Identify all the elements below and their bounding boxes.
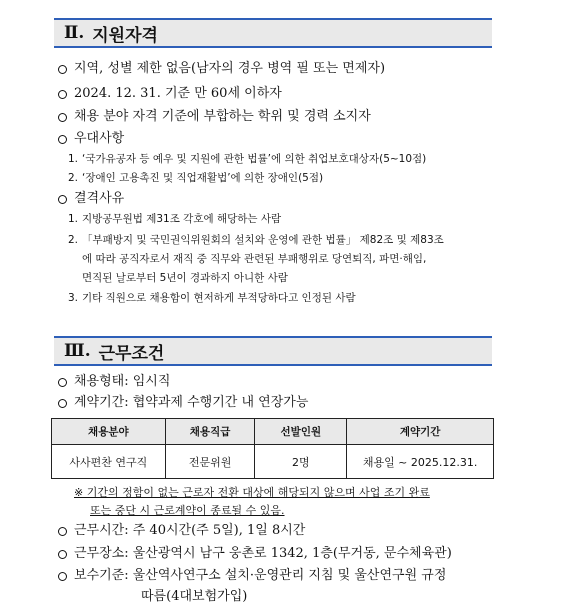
list-item-preferences: 우대사항 — [58, 130, 124, 148]
disqualification-item-cont: 면직된 날로부터 5년이 경과하지 아니한 사람 — [82, 272, 288, 284]
list-item-pay: 보수기준: 울산역사연구소 설치·운영관리 지침 및 울산연구원 규정 — [58, 567, 446, 585]
table-header: 채용분야 — [52, 419, 166, 445]
list-item-disqualifications: 결격사유 — [58, 190, 124, 208]
circle-bullet-icon — [58, 527, 67, 536]
section-header-work-conditions — [54, 336, 492, 366]
circle-bullet-icon — [58, 195, 67, 204]
table-header: 선발인원 — [255, 419, 347, 445]
list-item: 채용 분야 자격 기준에 부합하는 학위 및 경력 소지자 — [58, 108, 371, 126]
disqualification-item: 1. 지방공무원법 제31조 각호에 해당하는 사람 — [68, 213, 282, 225]
section-header-qualifications — [54, 18, 492, 48]
note-line: 또는 중단 시 근로계약이 종료될 수 있음. — [90, 504, 285, 517]
disqualification-item: 2. 「부패방지 및 국민권익위원회의 설치와 운영에 관한 법률」 제82조 및 제83조 — [68, 234, 444, 246]
table-cell: 사사편찬 연구직 — [52, 445, 166, 479]
section-title: 지원자격 — [92, 25, 158, 46]
disqualification-item: 3. 기타 직원으로 채용함이 현저하게 부적당하다고 인정된 사람 — [68, 292, 356, 304]
circle-bullet-icon — [58, 399, 67, 408]
table-header: 채용직급 — [165, 419, 255, 445]
preference-item: 2. ‘장애인 고용촉진 및 직업재활법’에 의한 장애인(5점) — [68, 172, 324, 184]
circle-bullet-icon — [58, 572, 67, 581]
disqualification-item-cont: 에 따라 공직자로서 재직 중 직무와 관련된 부패행위로 당연퇴직, 파면·해임, — [82, 253, 427, 265]
note-line: ※ 기간의 정함이 없는 근로자 전환 대상에 해당되지 않으며 사업 조기 완료 — [74, 486, 430, 499]
preference-item: 1. ‘국가유공자 등 예우 및 지원에 관한 법률’에 의한 취업보호대상자(5~10점) — [68, 153, 427, 165]
conditions-table — [51, 418, 494, 479]
list-item-work-hours: 근무시간: 주 40시간(주 5일), 1일 8시간 — [58, 522, 305, 540]
list-item-work-place: 근무장소: 울산광역시 남구 웅촌로 1342, 1층(무거동, 문수체육관) — [58, 545, 452, 563]
list-item-employment-type: 채용형태: 임시직 — [58, 373, 170, 391]
table-cell: 전문위원 — [165, 445, 255, 479]
circle-bullet-icon — [58, 550, 67, 559]
circle-bullet-icon — [58, 90, 67, 99]
circle-bullet-icon — [58, 135, 67, 144]
list-item: 2024. 12. 31. 기준 만 60세 이하자 — [58, 85, 282, 103]
circle-bullet-icon — [58, 378, 67, 387]
table-row — [52, 445, 494, 479]
table-header: 계약기간 — [347, 419, 494, 445]
section-title: 근무조건 — [98, 343, 165, 364]
table-cell: 2명 — [255, 445, 347, 479]
list-item: 지역, 성별 제한 없음(남자의 경우 병역 필 또는 면제자) — [58, 60, 385, 78]
list-item-contract-period: 계약기간: 협약과제 수행기간 내 연장가능 — [58, 394, 308, 412]
section-number: Ⅲ. — [64, 341, 91, 361]
circle-bullet-icon — [58, 65, 67, 74]
pay-line-cont: 따름(4대보험가입) — [141, 589, 248, 604]
section-number: Ⅱ. — [64, 23, 85, 43]
table-header-row — [52, 419, 494, 445]
circle-bullet-icon — [58, 113, 67, 122]
table-cell: 채용일 ~ 2025.12.31. — [347, 445, 494, 479]
